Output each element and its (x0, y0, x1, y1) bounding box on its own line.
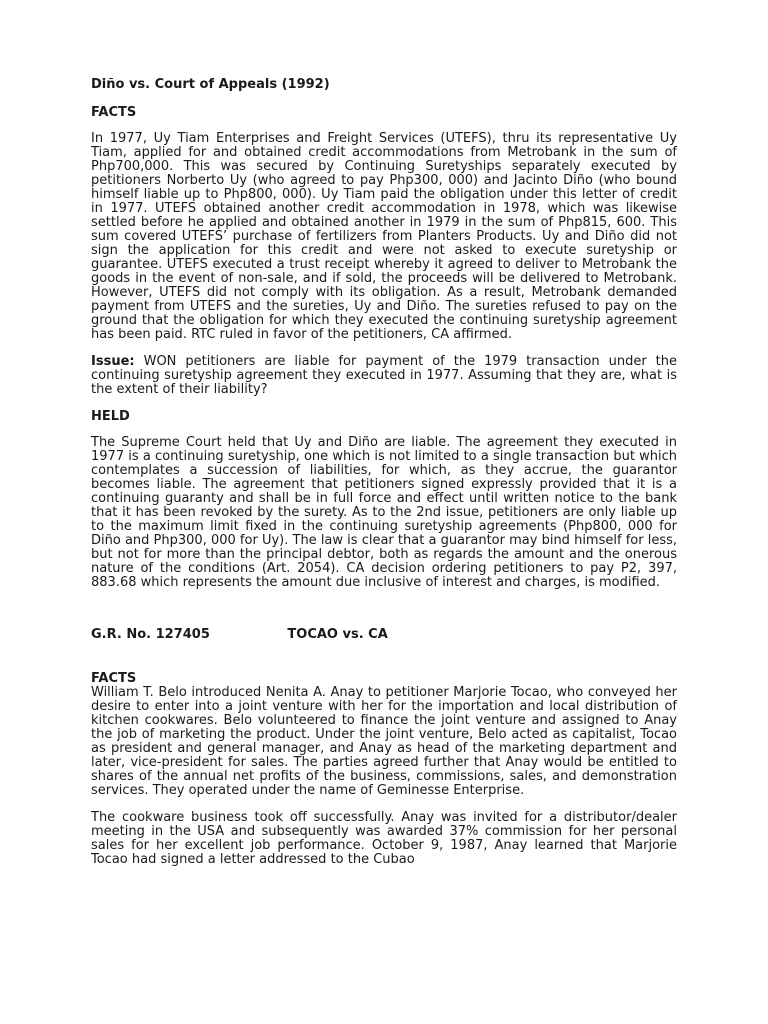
issue-label: Issue: (91, 354, 135, 369)
facts-paragraph: In 1977, Uy Tiam Enterprises and Freight Services (UTEFS), thru its representative Uy Tiam, applied for and obtained credit accommodations from Metrobank in the sum of Php700,000. This was secured by Continuing Suretyships separately executed by petitioners Norberto Uy (who agreed to pay Php300, 000) and Jacinto Diño (who bound himself liable up to Php800, 000). Uy Tiam paid the obligation under this letter of credit in 1977. UTEFS obtained another credit accommodation in 1978, which was likewise settled before he applied and obtained another in 1979 in the sum of Php815, 600. This sum covered UTEFS’ purchase of fertilizers from Planters Products. Uy and Diño did not sign the application for this credit and were not asked to execute suretyship or guarantee. UTEFS executed a trust receipt whereby it agreed to deliver to Metrobank the goods in the event of non-sale, and if sold, the proceeds will be delivered to Metrobank. However, UTEFS did not comply with its obligation. As a result, Metrobank demanded payment from UTEFS and the sureties, Uy and Diño. The sureties refused to pay on the ground that the obligation for which they executed the continuing suretyship agreement has been paid. RTC ruled in favor of the petitioners, CA affirmed. (91, 131, 677, 342)
held-heading: HELD (91, 409, 130, 424)
held-paragraph: The Supreme Court held that Uy and Diño are liable. The agreement they executed in 1977 is a continuing suretyship, one which is not limited to a single transaction but which contemplates a succession of liabilities, for which, as they accrue, the guarantor becomes liable. The agreement that petitioners signed expressly provided that it is a continuing guaranty and shall be in full force and effect until written notice to the bank that it has been revoked by the surety. As to the 2nd issue, petitioners are only liable up to the maximum limit fixed in the continuing suretyship agreements (Php800, 000 for Diño and Php300, 000 for Uy). The law is clear that a guarantor may bind himself for less, but not for more than the principal debtor, both as regards the amount and the onerous nature of the conditions (Art. 2054). CA decision ordering petitioners to pay P2, 397, 883.68 which represents the amount due inclusive of interest and charges, is modified. (91, 435, 677, 590)
cookware-paragraph: The cookware business took off successfully. Anay was invited for a distributor/dealer meeting in the USA and subsequently was awarded 37% commission for her personal sales for her excellent job performance. October 9, 1987, Anay learned that Marjorie Tocao had signed a letter addressed to the Cubao (91, 810, 677, 867)
issue-text: WON petitioners are liable for payment of the 1979 transaction under the continuing suretyship agreement they executed in 1977. Assuming that they are, what is the extent of their liability? (91, 354, 677, 397)
facts-heading-2: FACTS (91, 671, 137, 686)
case-name: TOCAO vs. CA (287, 627, 388, 642)
issue-paragraph (91, 355, 677, 397)
case-title: Diño vs. Court of Appeals (1992) (91, 77, 330, 92)
document-body (91, 78, 677, 880)
case-header-line (91, 628, 677, 642)
facts-paragraph-2: William T. Belo introduced Nenita A. Anay to petitioner Marjorie Tocao, who conveyed her desire to enter into a joint venture with her for the importation and local distribution of kitchen cookwares. Belo volunteered to finance the joint venture and assigned to Anay the job of marketing the product. Under the joint venture, Belo acted as capitalist, Tocao as president and general manager, and Anay as head of the marketing department and later, vice-president for sales. The parties agreed further that Anay would be entitled to shares of the annual net profits of the business, commissions, sales, and demonstration services. They operated under the name of Geminesse Enterprise. (91, 685, 677, 798)
facts-heading: FACTS (91, 105, 137, 120)
gr-number: G.R. No. 127405 (91, 627, 210, 642)
